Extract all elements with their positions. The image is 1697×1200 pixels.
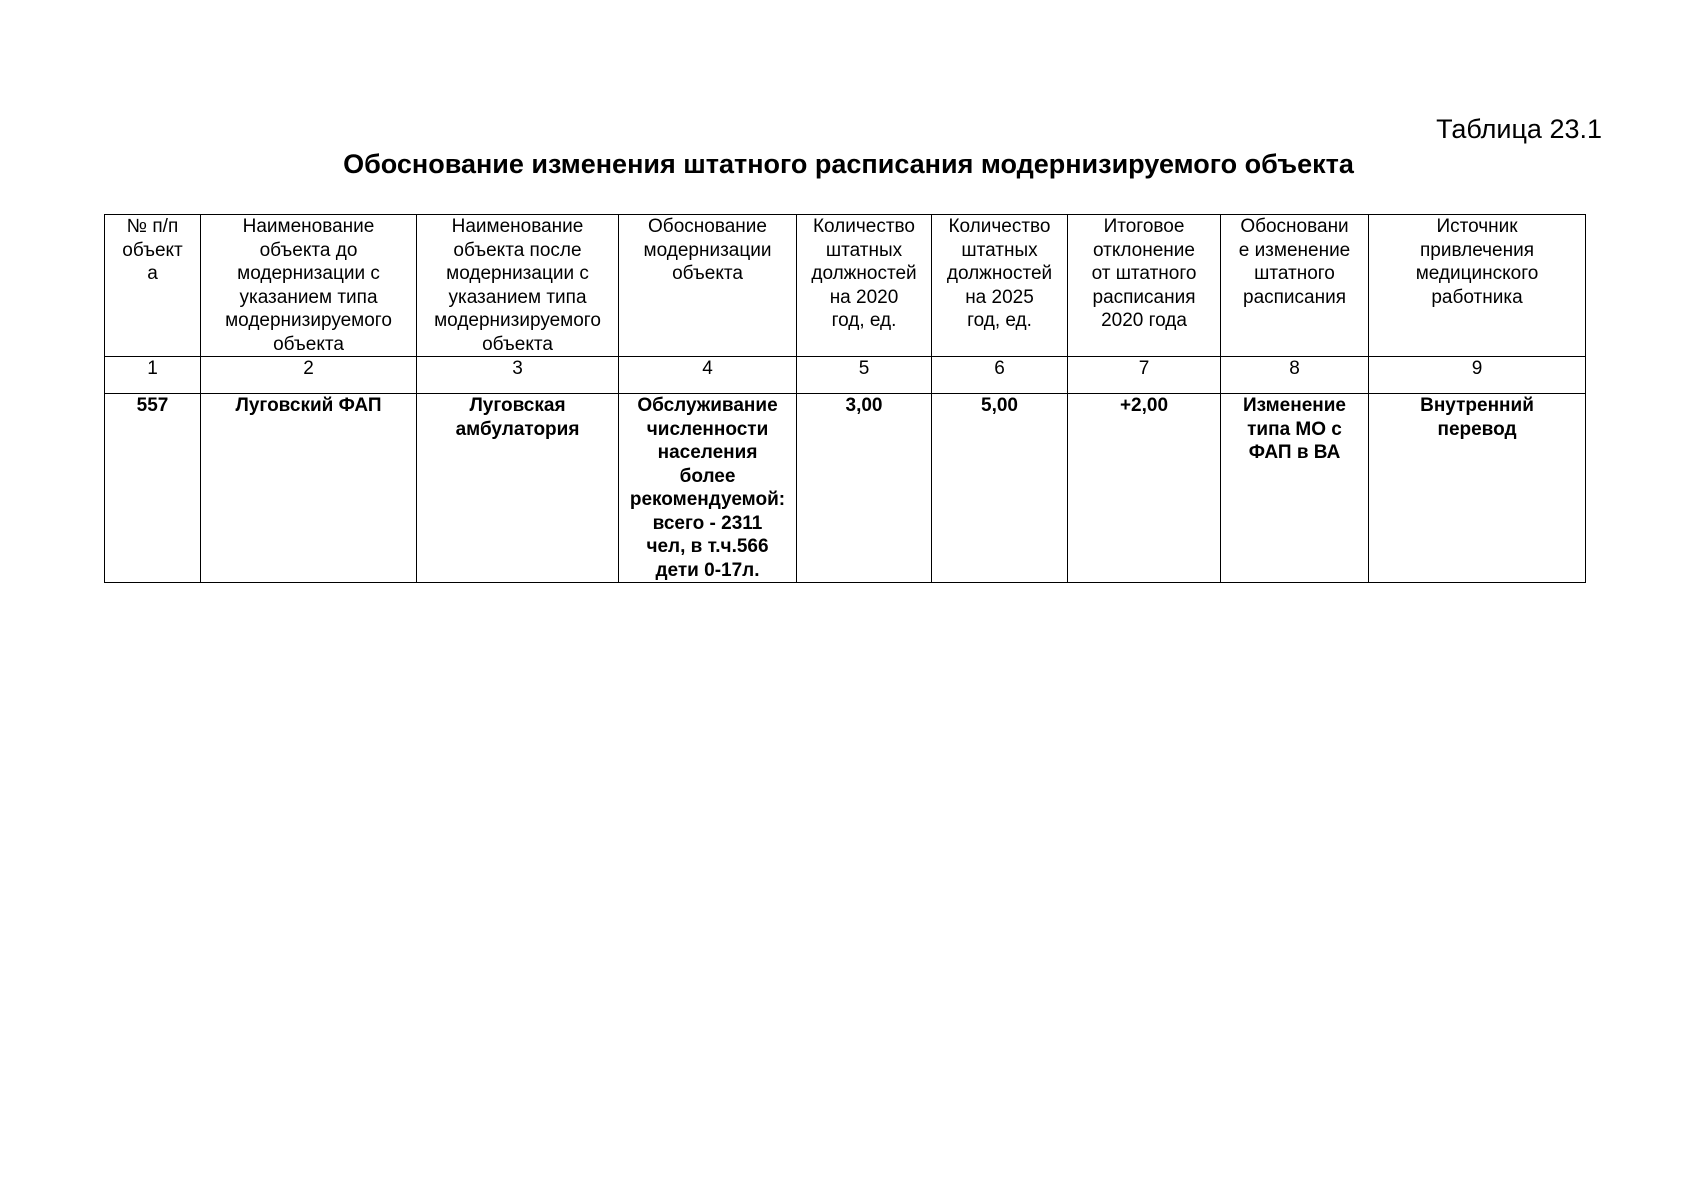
column-number-cell: 3 xyxy=(417,357,619,394)
column-number-cell: 5 xyxy=(797,357,932,394)
header-row xyxy=(105,215,1586,357)
header-cell-positions-2020: Количество штатных должностей на 2020 год, ед. xyxy=(797,215,932,357)
column-number-row xyxy=(105,357,1586,394)
table-number: Таблица 23.1 xyxy=(1436,114,1602,144)
header-cell-modernization-reason: Обоснование модернизации объекта xyxy=(619,215,797,357)
table-row xyxy=(105,394,1586,583)
cell-staff-source: Внутренний перевод xyxy=(1369,394,1586,583)
column-number-cell: 6 xyxy=(932,357,1068,394)
header-cell-object-number: № п/п объект а xyxy=(105,215,201,357)
staffing-justification-table xyxy=(104,214,1586,583)
cell-positions-2025: 5,00 xyxy=(932,394,1068,583)
column-number-cell: 2 xyxy=(201,357,417,394)
cell-positions-2020: 3,00 xyxy=(797,394,932,583)
column-number-cell: 4 xyxy=(619,357,797,394)
header-cell-total-deviation: Итоговое отклонение от штатного расписания 2020 года xyxy=(1068,215,1221,357)
cell-name-before: Луговский ФАП xyxy=(201,394,417,583)
document-title: Обоснование изменения штатного расписания модернизируемого объекта xyxy=(343,149,1354,179)
column-number-cell: 8 xyxy=(1221,357,1369,394)
column-number-cell: 7 xyxy=(1068,357,1221,394)
cell-name-after: Луговская амбулатория xyxy=(417,394,619,583)
column-number-cell: 1 xyxy=(105,357,201,394)
cell-modernization-reason: Обслуживание численности населения более рекомендуемой: всего - 2311 чел, в т.ч.566 дети 0-17л. xyxy=(619,394,797,583)
column-number-cell: 9 xyxy=(1369,357,1586,394)
header-cell-name-after: Наименование объекта после модернизации с указанием типа модернизируемого объекта xyxy=(417,215,619,357)
header-cell-positions-2025: Количество штатных должностей на 2025 год, ед. xyxy=(932,215,1068,357)
header-cell-name-before: Наименование объекта до модернизации с указанием типа модернизируемого объекта xyxy=(201,215,417,357)
cell-staffing-change-reason: Изменение типа МО с ФАП в ВА xyxy=(1221,394,1369,583)
cell-total-deviation: +2,00 xyxy=(1068,394,1221,583)
header-cell-staff-source: Источник привлечения медицинского работника xyxy=(1369,215,1586,357)
cell-object-number: 557 xyxy=(105,394,201,583)
header-cell-staffing-change-reason: Обосновани е изменение штатного расписания xyxy=(1221,215,1369,357)
